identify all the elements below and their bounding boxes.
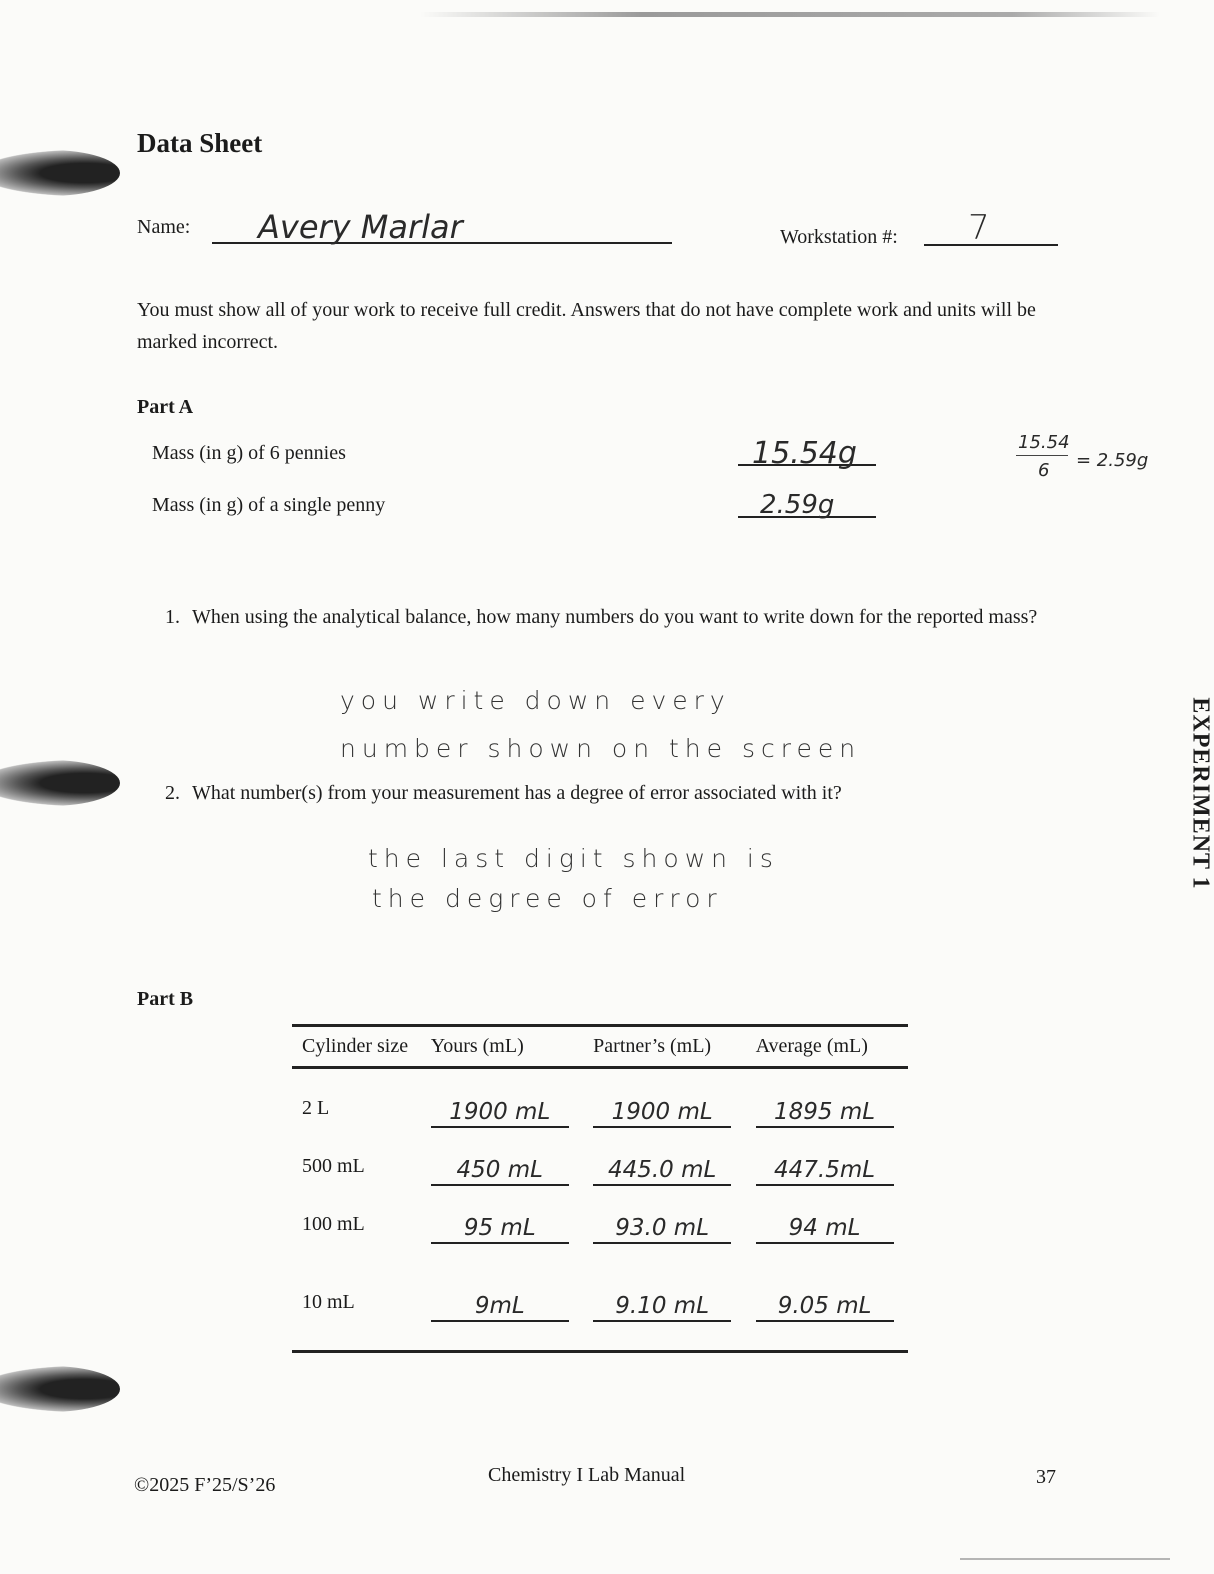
cylinder-table [292,1024,908,1353]
table-bottom-rule [292,1351,908,1353]
table-row [292,1186,908,1244]
table-row [292,1244,908,1352]
cell-size: 10 mL [302,1290,355,1313]
binder-hole-top [0,150,120,196]
instructions: You must show all of your work to receive full credit. Answers that do not have complete work and units will be marked incorrect. [137,299,1036,353]
side-work-result: = 2.59g [1076,450,1149,471]
cell-partner: 93.0 mL [593,1215,731,1244]
workstation-label: Workstation #: [780,226,898,248]
binder-hole-bottom [0,1366,120,1412]
table-row [292,1068,908,1128]
part-a-value-6-pennies: 15.54g [752,436,857,471]
cell-size: 2 L [302,1096,330,1119]
cell-average: 9.05 mL [756,1293,894,1322]
question-1-number: 1. [165,606,180,628]
cell-average: 447.5mL [756,1157,894,1186]
experiment-side-tab: EXPERIMENT 1 [1187,697,1214,890]
cell-yours: 1900 mL [431,1099,569,1128]
cell-size: 100 mL [302,1212,365,1235]
part-a-value-single-penny: 2.59g [760,490,835,520]
cell-yours: 9mL [431,1293,569,1322]
column-header-average: Average (mL) [746,1026,908,1068]
footer-page-number: 37 [1036,1466,1056,1488]
workstation-value: 7 [968,208,990,248]
side-work-fraction-bar [1016,455,1068,456]
scan-artifact [420,12,1160,17]
footer-copyright: ©2025 F’25/S’26 [134,1474,276,1496]
scan-artifact [960,1558,1170,1560]
binder-hole-middle [0,760,120,806]
cell-size: 500 mL [302,1154,365,1177]
part-a-label-6-pennies: Mass (in g) of 6 pennies [152,442,346,464]
question-2-text: What number(s) from your measurement has a degree of error associated with it? [192,782,842,804]
name-label: Name: [137,216,191,238]
cell-partner: 445.0 mL [593,1157,731,1186]
cell-average: 94 mL [756,1215,894,1244]
table-row [292,1128,908,1186]
cell-partner: 1900 mL [593,1099,731,1128]
table-header-row [292,1026,908,1068]
side-work-numerator: 15.54 [1018,432,1070,453]
column-header-yours: Yours (mL) [421,1026,583,1068]
column-header-cylinder-size: Cylinder size [292,1026,421,1068]
part-a-label-single-penny: Mass (in g) of a single penny [152,494,386,516]
footer-manual-title: Chemistry I Lab Manual [488,1464,686,1486]
question-2-answer-line-1: the last digit shown is [368,844,779,873]
question-1-text: When using the analytical balance, how many numbers do you want to write down for the reported mass? [192,606,1038,628]
cell-yours: 450 mL [431,1157,569,1186]
page-title: Data Sheet [137,128,263,158]
cell-yours: 95 mL [431,1215,569,1244]
workstation-line [924,244,1058,246]
part-a-heading: Part A [137,396,194,418]
part-b-heading: Part B [137,988,194,1010]
question-1-answer-line-1: you write down every [340,686,731,715]
column-header-partners: Partner’s (mL) [583,1026,745,1068]
name-value: Avery Marlar [258,208,463,246]
question-1-answer-line-2: number shown on the screen [340,734,862,763]
side-work-denominator: 6 [1038,460,1050,481]
cell-partner: 9.10 mL [593,1293,731,1322]
question-2-number: 2. [165,782,180,804]
cell-average: 1895 mL [756,1099,894,1128]
question-2-answer-line-2: the degree of error [372,884,723,913]
